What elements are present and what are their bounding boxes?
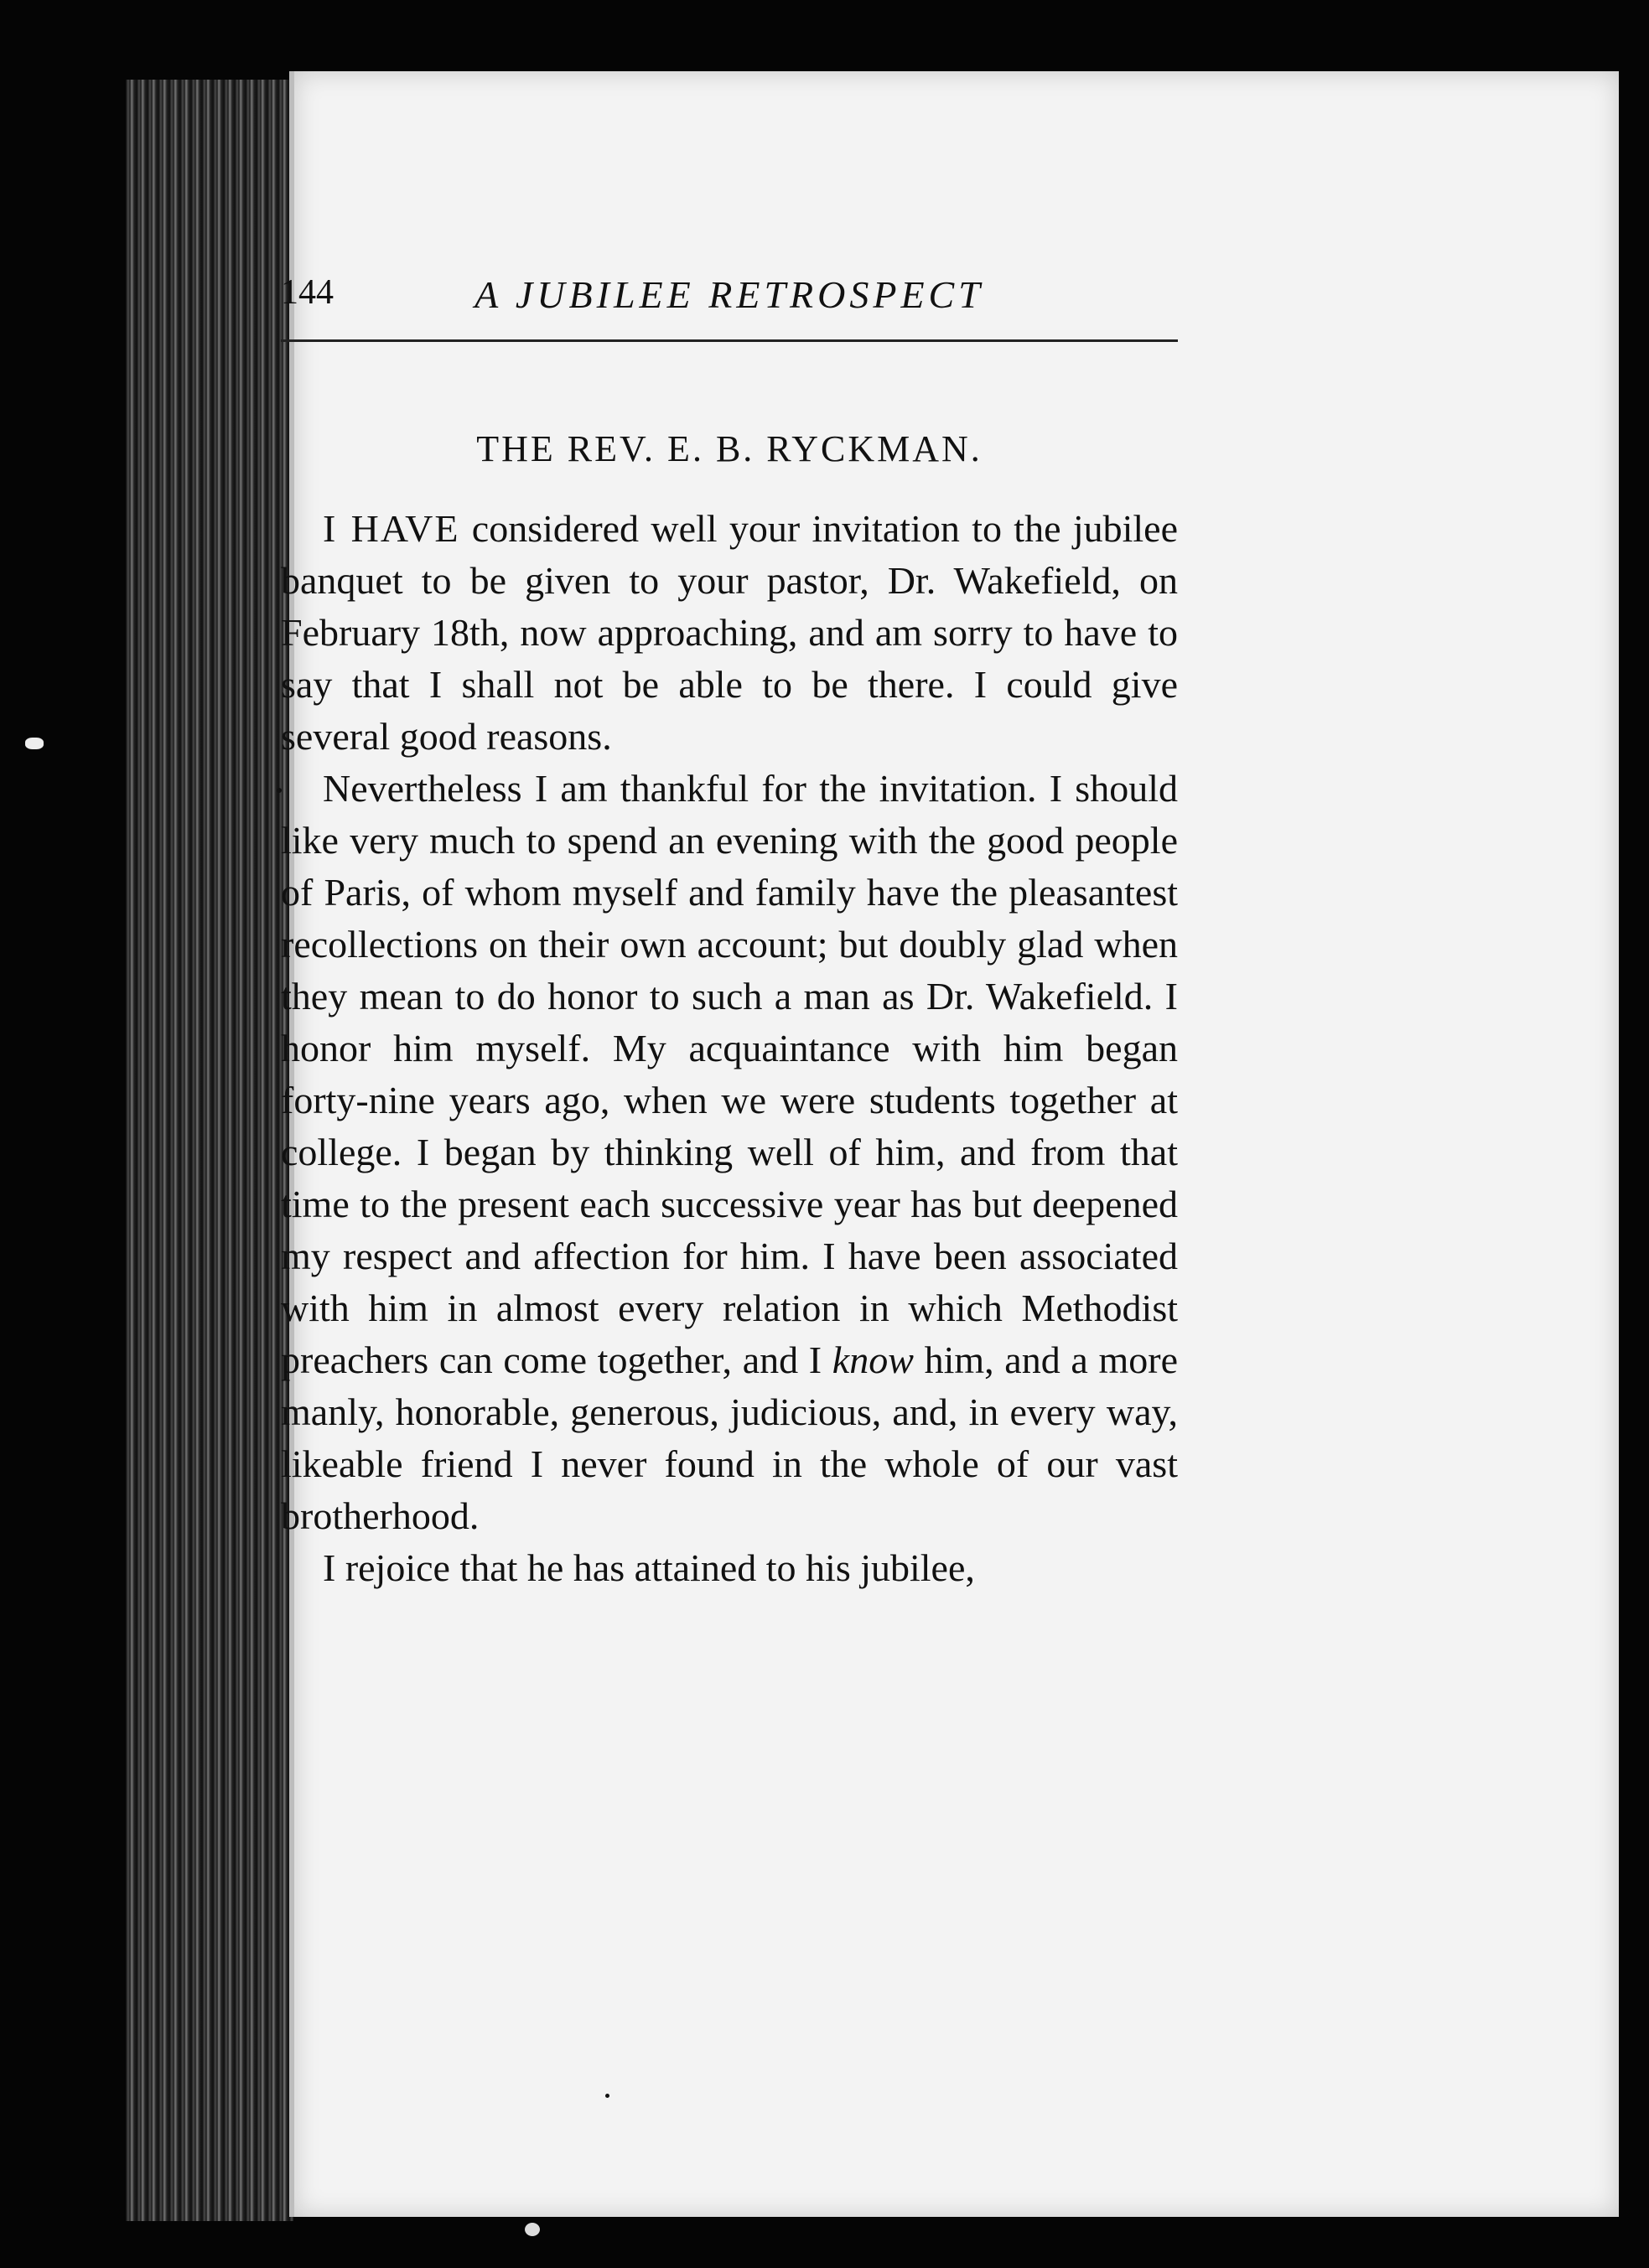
section-title: THE REV. E. B. RYCKMAN. — [476, 428, 983, 469]
paragraph-3 — [281, 1542, 1178, 1594]
scan-speck — [605, 2094, 609, 2098]
paragraph-2-text: Nevertheless I am thankful for the invitation. I should like very much to spend an evening with the good people of Paris, of whom myself and family have the pleasantest recollections on their own account; but doubly glad when they mean to do honor to such a man as Dr. Wakefield. I honor him myself. My acquaintance with him began forty-nine years ago, when we were students together at college. I began by thinking well of him, and from that time to the present each successive year has but deepened my respect and affection for him. I have been associated with him in almost every relation in which Methodist preachers can come together, and I — [281, 767, 1178, 1381]
running-title: A JUBILEE RETROSPECT — [474, 273, 984, 316]
page-edges — [126, 80, 293, 2221]
scan-mark — [25, 738, 44, 749]
scan-speck — [277, 788, 282, 793]
paragraph-1 — [281, 503, 1178, 763]
emphasis-word: know — [832, 1339, 914, 1381]
paragraph-lead: I HAVE — [323, 507, 460, 550]
paragraph-2-tail: him, and a more manly, honorable, generous, judicious, and, in every way, likeable friend I never found in the whole of our vast brotherhood. — [281, 1339, 1178, 1537]
page-number: 144 — [281, 273, 334, 312]
paragraph-2 — [281, 763, 1178, 1542]
paragraph-1-text: considered well your invitation to the jubilee banquet to be given to your pastor, Dr. Wakefield, on February 18th, now approaching, and am sorry to have to say that I shall not be able to be there. I could give several good reasons. — [281, 507, 1178, 758]
letter-body — [281, 503, 1178, 1594]
scan-speck — [525, 2223, 540, 2236]
paragraph-3-text: I rejoice that he has attained to his jubilee, — [323, 1546, 975, 1589]
page-header — [281, 272, 1178, 342]
